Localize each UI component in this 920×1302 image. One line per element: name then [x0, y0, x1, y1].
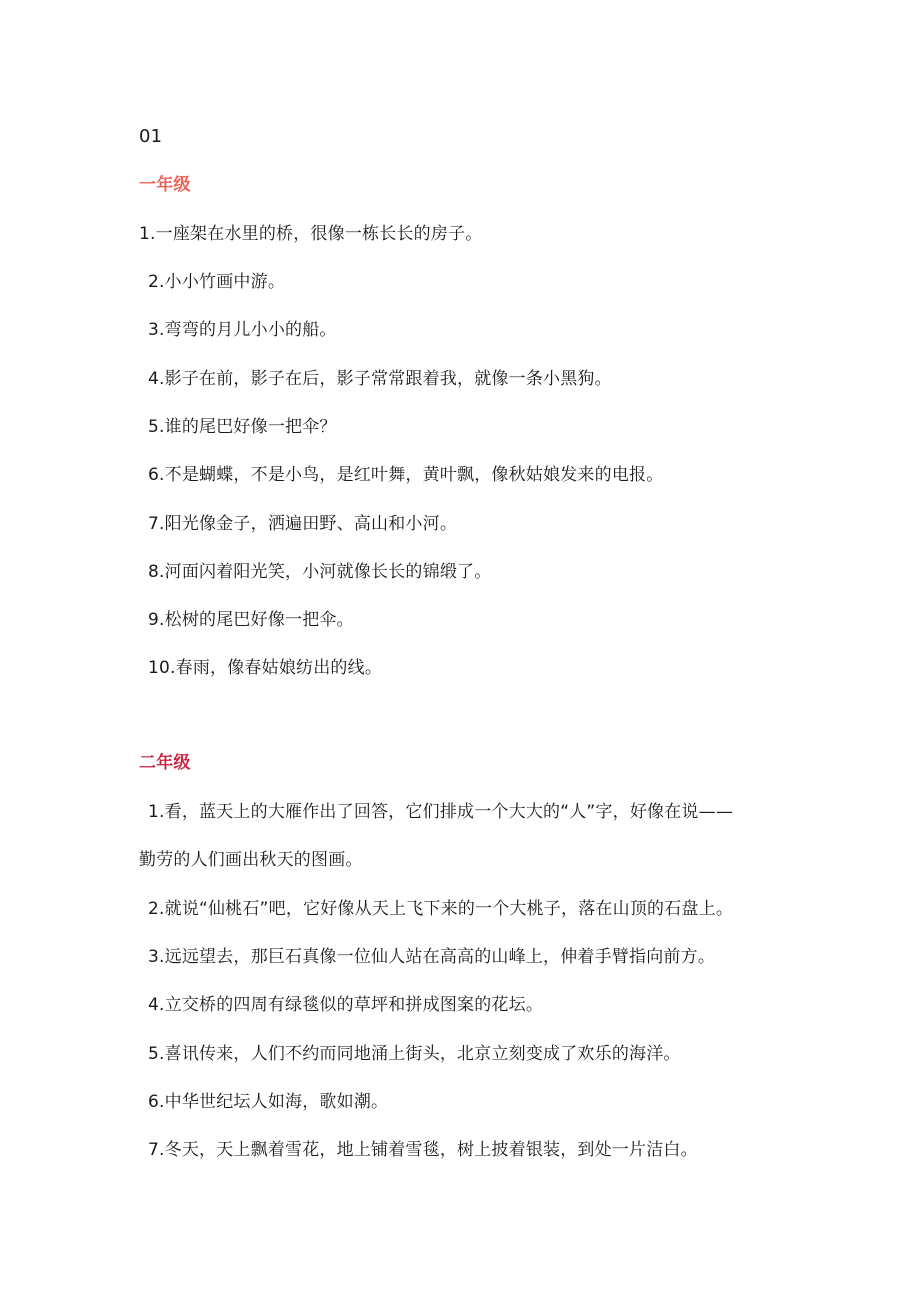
- section-number: 01: [139, 126, 163, 147]
- grade1-item: 10.春雨，像春姑娘纺出的线。: [148, 658, 383, 678]
- grade2-item: 5.喜讯传来，人们不约而同地涌上街头，北京立刻变成了欢乐的海洋。: [148, 1044, 681, 1064]
- grade2-item: 4.立交桥的四周有绿毯似的草坪和拼成图案的花坛。: [148, 995, 544, 1015]
- grade2-item: 2.就说“仙桃石”吧，它好像从天上飞下来的一个大桃子，落在山顶的石盘上。: [148, 899, 734, 919]
- grade1-item: 5.谁的尾巴好像一把伞？: [148, 417, 337, 437]
- grade1-item: 7.阳光像金子，洒遍田野、高山和小河。: [148, 514, 458, 534]
- grade2-item-continuation: 勤劳的人们画出秋天的图画。: [139, 850, 363, 870]
- grade1-item: 8.河面闪着阳光笑，小河就像长长的锦缎了。: [148, 562, 492, 582]
- grade2-item: 7.冬天，天上飘着雪花，地上铺着雪毯，树上披着银装，到处一片洁白。: [148, 1140, 698, 1160]
- grade1-item: 4.影子在前，影子在后，影子常常跟着我，就像一条小黑狗。: [148, 369, 612, 389]
- grade1-item: 3.弯弯的月儿小小的船。: [148, 320, 337, 340]
- grade1-heading: 一年级: [139, 175, 191, 195]
- grade2-heading: 二年级: [139, 753, 191, 773]
- grade1-item: 9.松树的尾巴好像一把伞。: [148, 610, 354, 630]
- grade1-item: 6.不是蝴蝶，不是小鸟，是红叶舞，黄叶飘，像秋姑娘发来的电报。: [148, 465, 664, 485]
- grade2-item: 6.中华世纪坛人如海，歌如潮。: [148, 1092, 389, 1112]
- grade2-item: 1.看，蓝天上的大雁作出了回答，它们排成一个大大的“人”字，好像在说——: [148, 802, 734, 822]
- grade1-item: 1.一座架在水里的桥，很像一栋长长的房子。: [139, 224, 483, 244]
- grade2-item: 3.远远望去，那巨石真像一位仙人站在高高的山峰上，伸着手臂指向前方。: [148, 947, 716, 967]
- grade1-item: 2.小小竹画中游。: [148, 272, 286, 292]
